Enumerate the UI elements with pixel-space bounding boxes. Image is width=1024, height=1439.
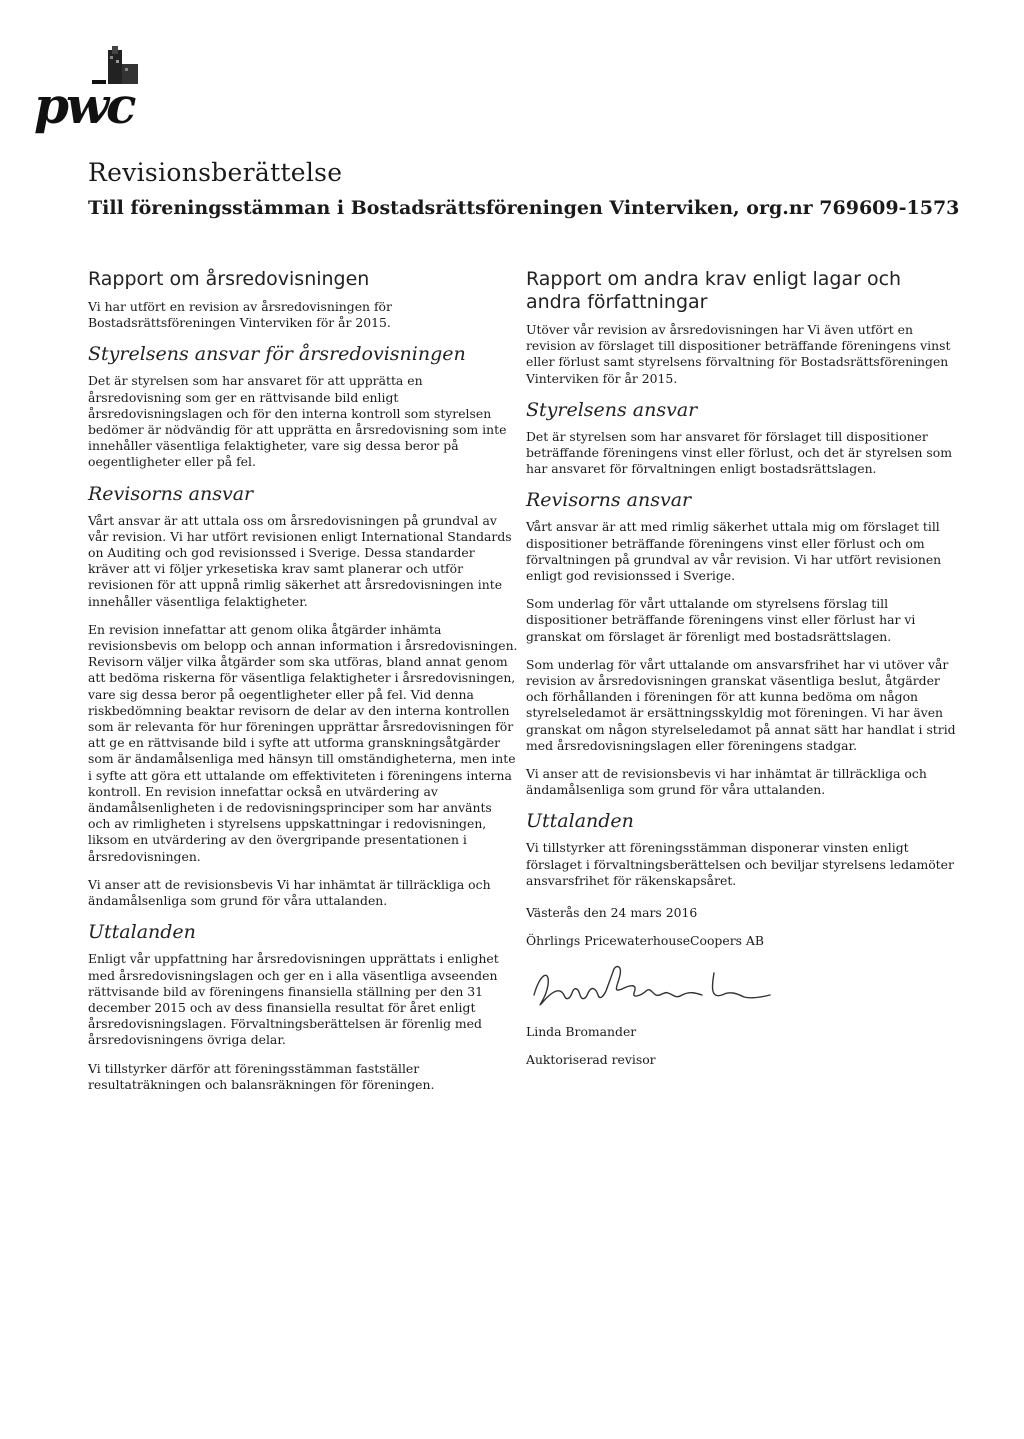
place-date: Västerås den 24 mars 2016	[526, 905, 698, 921]
right-revisorns-p3: Som underlag för vårt uttalande om ansvarsfrihet har vi utöver vår revision av årsredovisningen granskat väsentliga beslut, åtgärder och förhållanden i föreningen för att kunna bedöma om någon styrelseledamot är ersättningsskyldig mot föreningen. Vi har även granskat om någon styrelseledamot på annat sätt har handlat i strid med årsredovisningslagen eller föreningens stadgar.	[526, 656, 956, 753]
left-uttalanden-heading: Uttalanden	[88, 921, 196, 944]
right-uttalanden-p1: Vi tillstyrker att föreningsstämman disponerar vinsten enligt förslaget i förvaltningsberättelsen och beviljar styrelsens ledamöter ansvarsfrihet för räkenskapsåret.	[526, 840, 954, 888]
left-styrelsen-text: Det är styrelsen som har ansvaret för att upprätta en årsredovisning som ger en rättvisande bild enligt årsredovisningslagen och för den interna kontroll som styrelsen bedömer är nödvändig för att upprätta en årsredovisning som inte innehåller väsentliga felaktigheter, vare sig dessa beror på oegentligheter eller på fel.	[88, 373, 507, 470]
left-intro: Vi har utfört en revision av årsredovisningen för Bostadsrättsföreningen Vinterviken för år 2015.	[88, 299, 392, 331]
document-subtitle: Till föreningsstämman i Bostadsrättsföreningen Vinterviken, org.nr 769609-1573	[88, 197, 960, 219]
pwc-logo-text: pwc	[34, 76, 134, 135]
left-section-heading: Rapport om årsredovisningen	[88, 268, 370, 290]
left-column	[88, 268, 518, 1105]
left-uttalanden-p2: Vi tillstyrker därför att föreningsstämman fastställer resultaträkningen och balansräkningen för föreningen.	[88, 1060, 435, 1092]
left-uttalanden-p1: Enligt vår uppfattning har årsredovisningen upprättats i enlighet med årsredovisningslagen och ger en i alla väsentliga avseenden rättvisande bild av föreningens finansiella ställning per den 31 december 2015 och av dess finansiella resultat för året enligt årsredovisningslagen. Förvaltningsberättelsen är förenlig med årsredovisningens övriga delar.	[88, 951, 499, 1048]
left-revisorns-p3: Vi anser att de revisionsbevis Vi har inhämtat är tillräckliga och ändamålsenliga som grund för våra uttalanden.	[88, 876, 491, 909]
right-revisorns-heading: Revisorns ansvar	[526, 489, 692, 512]
right-uttalanden-heading: Uttalanden	[526, 810, 634, 833]
right-revisorns-p2: Som underlag för vårt uttalande om styrelsens förslag till dispositioner beträffande föreningens vinst eller förlust har vi granskat om förslaget är förenligt med bostadsrättslagen.	[526, 596, 916, 644]
signer-name: Linda Bromander	[526, 1023, 637, 1039]
right-intro: Utöver vår revision av årsredovisningen har Vi även utfört en revision av förslaget till dispositioner beträffande föreningens vinst eller förlust samt styrelsens förvaltning för Bostadsrättsföreningen Vinterviken för år 2015.	[526, 322, 951, 386]
right-styrelsen-text: Det är styrelsen som har ansvaret för förslaget till dispositioner beträffande föreningens vinst eller förlust, och det är styrelsen som har ansvaret för förvaltningen enligt bostadsrättslagen.	[526, 428, 952, 477]
right-column	[526, 268, 956, 1080]
handwritten-signature-icon	[526, 965, 786, 1013]
pwc-logo	[34, 40, 174, 135]
left-revisorns-heading: Revisorns ansvar	[88, 482, 254, 505]
right-section-heading: Rapport om andra krav enligt lagar och andra författningar	[526, 268, 902, 313]
signature-block	[526, 905, 956, 1068]
right-revisorns-p4: Vi anser att de revisionsbevis vi har inhämtat är tillräckliga och ändamålsenliga som grund för våra uttalanden.	[526, 766, 927, 798]
right-styrelsen-heading: Styrelsens ansvar	[526, 398, 698, 421]
right-revisorns-p1: Vårt ansvar är att med rimlig säkerhet uttala mig om förslaget till dispositioner beträffande föreningens vinst eller förlust och om förvaltningen på grundval av vår revision. Vi har utfört revisionen enligt god revisionssed i Sverige.	[526, 519, 942, 584]
left-revisorns-p1: Vårt ansvar är att uttala oss om årsredovisningen på grundval av vår revision. Vi har utfört revisionen enligt International Standards on Auditing och god revisionssed i Sverige. Dessa standarder kräver att vi följer yrkesetiska krav samt planerar och utför revisionen för att uppnå rimlig säkerhet att årsredovisningen inte innehåller väsentliga felaktigheter.	[88, 512, 512, 609]
left-styrelsen-heading: Styrelsens ansvar för årsredovisningen	[88, 343, 466, 366]
left-revisorns-p2: En revision innefattar att genom olika åtgärder inhämta revisionsbevis om belopp och annan information i årsredovisningen. Revisorn väljer vilka åtgärder som ska utföras, bland annat genom att bedöma riskerna för väsentliga felaktigheter i årsredovisningen, vare sig dessa beror på oegentligheter eller på fel. Vid denna riskbedömning beaktar revisorn de delar av den interna kontrollen som är relevanta för hur föreningen upprättar årsredovisningen för att ge en rättvisande bild i syfte att utforma granskningsåtgärder som är ändamålsenliga med hänsyn till omständigheterna, men inte i syfte att göra ett uttalande om effektiviteten i föreningens interna kontroll. En revision innefattar också en utvärdering av ändamålsenligheten i de redovisningsprinciper som har använts och av rimligheten i styrelsens uppskattningar i redovisningen, liksom en utvärdering av den övergripande presentationen i årsredovisningen.	[88, 621, 518, 864]
signer-title: Auktoriserad revisor	[526, 1051, 656, 1067]
firm-name: Öhrlings PricewaterhouseCoopers AB	[526, 933, 764, 949]
document-title: Revisionsberättelse	[88, 158, 343, 187]
